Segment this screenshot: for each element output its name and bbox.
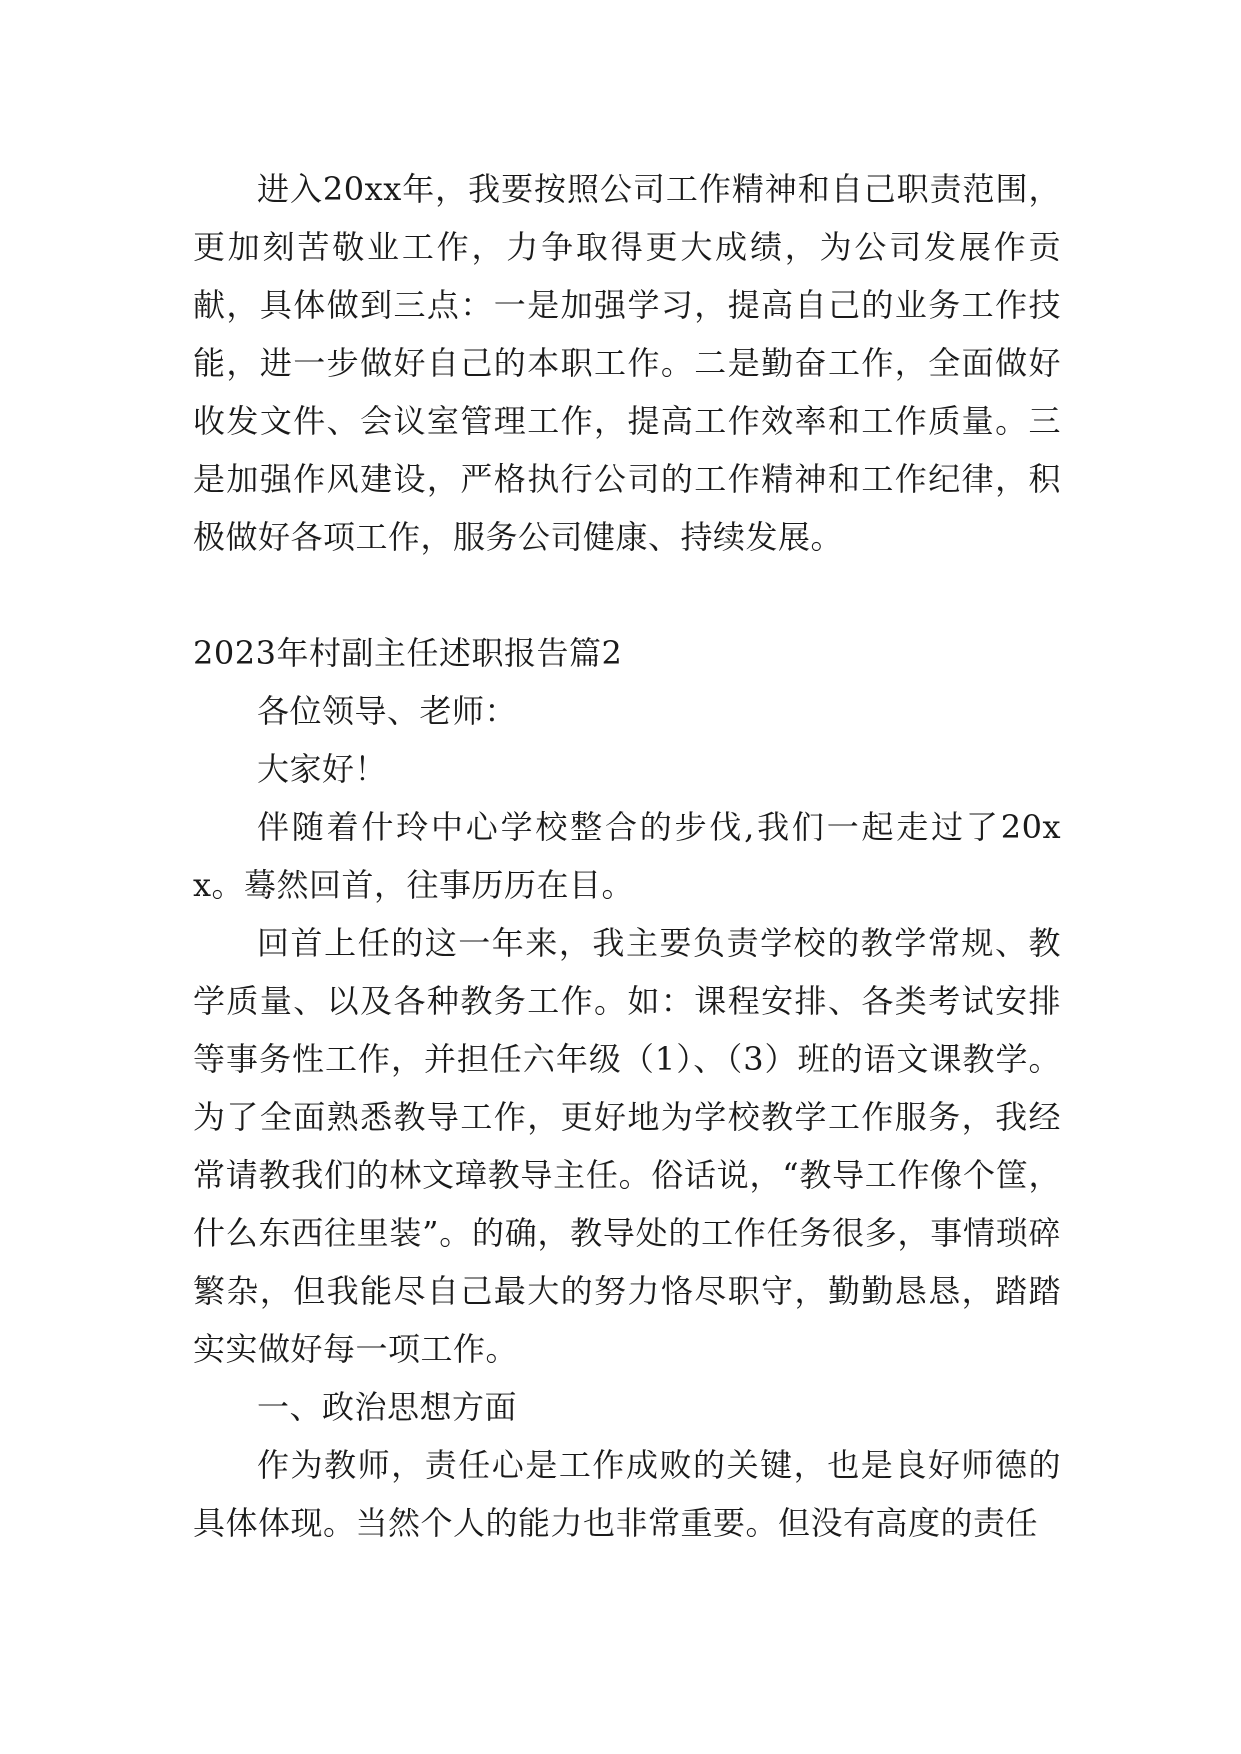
section-title: 2023年村副主任述职报告篇2 <box>193 634 623 672</box>
paragraph-intro: 伴随着什玲中心学校整合的步伐,我们一起走过了20xx。蓦然回首，往事历历在目。 <box>193 808 1061 904</box>
paragraph-responsibility: 作为教师，责任心是工作成败的关键，也是良好师德的具体体现。当然个人的能力也非常重要。但没有高度的责任 <box>193 1446 1061 1542</box>
paragraph-subheading-politics: 一、政治思想方面 <box>257 1388 518 1426</box>
section-gap <box>193 566 1061 624</box>
paragraph-salutation: 各位领导、老师： <box>257 692 518 730</box>
paragraph-greeting: 大家好！ <box>257 750 388 788</box>
paragraph-work-plan: 进入20xx年，我要按照公司工作精神和自己职责范围，更加刻苦敬业工作，力争取得更大成绩，为公司发展作贡献，具体做到三点：一是加强学习，提高自己的业务工作技能，进一步做好自己的本职工作。二是勤奋工作，全面做好收发文件、会议室管理工作，提高工作效率和工作质量。三是加强作风建设，严格执行公司的工作精神和工作纪律，积极做好各项工作，服务公司健康、持续发展。 <box>193 170 1061 556</box>
paragraph-duties: 回首上任的这一年来，我主要负责学校的教学常规、教学质量、以及各种教务工作。如：课程安排、各类考试安排等事务性工作，并担任六年级（1）、（3）班的语文课教学。为了全面熟悉教导工作，更好地为学校教学工作服务，我经常请教我们的林文璋教导主任。俗话说，“教导工作像个筐，什么东西往里装”。的确，教导处的工作任务很多，事情琐碎繁杂，但我能尽自己最大的努力恪尽职守，勤勤恳恳，踏踏实实做好每一项工作。 <box>193 924 1061 1368</box>
document-body <box>193 160 1061 1552</box>
